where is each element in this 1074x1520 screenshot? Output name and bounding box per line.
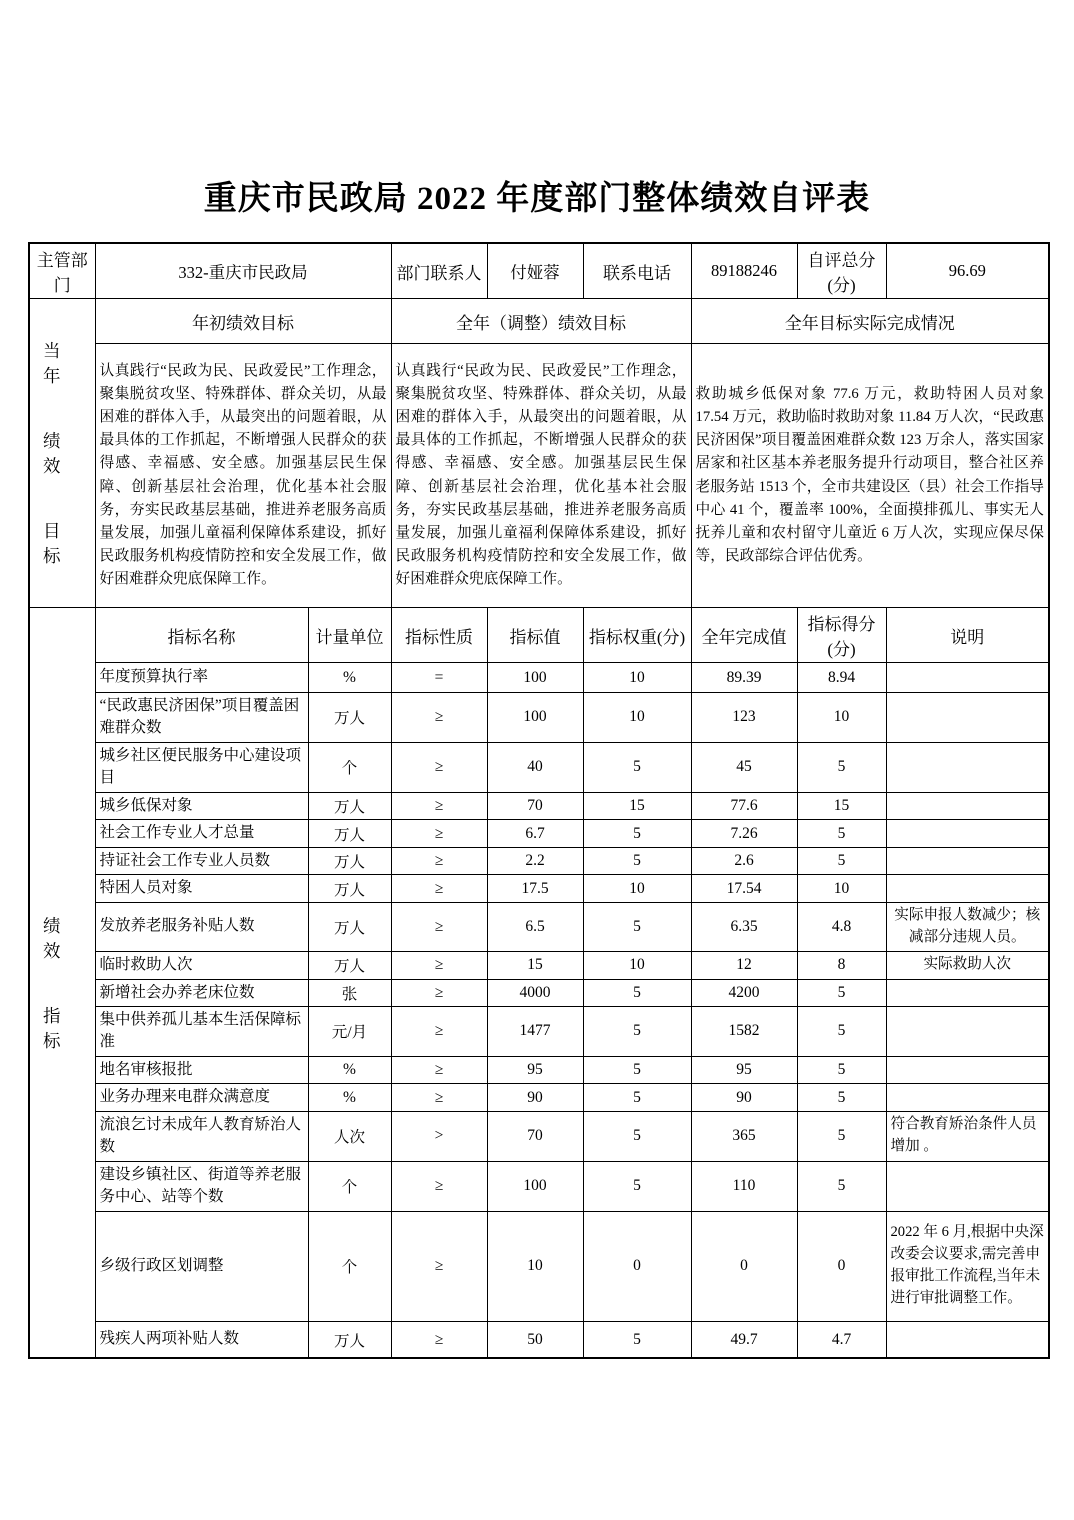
actual-value-cell: 90 — [691, 1084, 797, 1111]
actual-value-cell: 12 — [691, 951, 797, 979]
actual-value-cell: 49.7 — [691, 1321, 797, 1358]
target-value-cell: 70 — [487, 792, 583, 819]
weight-cell: 5 — [583, 820, 691, 847]
score-cell: 5 — [797, 1007, 886, 1057]
weight-cell: 5 — [583, 1161, 691, 1211]
unit-cell: % — [308, 1056, 391, 1083]
goals-header-row — [29, 299, 1049, 344]
indicator-name-cell: 集中供养孤儿基本生活保障标准 — [95, 1007, 308, 1057]
actual-value-cell: 6.35 — [691, 902, 797, 951]
unit-cell: % — [308, 1084, 391, 1111]
note-cell: 符合教育矫治条件人员增加 。 — [886, 1111, 1049, 1161]
unit-cell: 万人 — [308, 792, 391, 819]
unit-cell: 万人 — [308, 951, 391, 979]
weight-cell: 10 — [583, 875, 691, 902]
goals-row-label-text: 当年 绩效 目标 — [43, 341, 70, 566]
goals-col3-header: 全年目标实际完成情况 — [691, 299, 1049, 344]
score-cell: 8.94 — [797, 663, 886, 693]
nature-cell: ≥ — [391, 1211, 487, 1321]
nature-cell: = — [391, 663, 487, 693]
note-cell: 实际申报人数减少；核减部分违规人员。 — [886, 902, 1049, 951]
unit-cell: 万人 — [308, 693, 391, 743]
score-cell: 10 — [797, 875, 886, 902]
actual-value-cell: 110 — [691, 1161, 797, 1211]
note-cell — [886, 1056, 1049, 1083]
indicator-name-cell: 持证社会工作专业人员数 — [95, 847, 308, 874]
table-row — [29, 693, 1049, 743]
note-cell — [886, 693, 1049, 743]
table-row — [29, 902, 1049, 951]
table-row — [29, 1007, 1049, 1057]
score-cell: 5 — [797, 742, 886, 792]
col-header-nature: 指标性质 — [391, 608, 487, 663]
nature-cell: ≥ — [391, 902, 487, 951]
indicator-name-cell: 特困人员对象 — [95, 875, 308, 902]
unit-cell: 元/月 — [308, 1007, 391, 1057]
table-row — [29, 951, 1049, 979]
table-row — [29, 875, 1049, 902]
nature-cell: ≥ — [391, 1321, 487, 1358]
target-value-cell: 100 — [487, 663, 583, 693]
score-cell: 4.8 — [797, 902, 886, 951]
weight-cell: 0 — [583, 1211, 691, 1321]
col-header-unit: 计量单位 — [308, 608, 391, 663]
nature-cell: ≥ — [391, 792, 487, 819]
goals-col1-header: 年初绩效目标 — [95, 299, 391, 344]
unit-cell: 个 — [308, 1211, 391, 1321]
contact-label: 部门联系人 — [391, 243, 487, 299]
table-row — [29, 742, 1049, 792]
col-header-score: 指标得分(分) — [797, 608, 886, 663]
indicator-name-cell: 建设乡镇社区、街道等养老服务中心、站等个数 — [95, 1161, 308, 1211]
indicator-name-cell: 城乡低保对象 — [95, 792, 308, 819]
indicator-name-cell: 新增社会办养老床位数 — [95, 979, 308, 1006]
score-cell: 5 — [797, 979, 886, 1006]
note-cell — [886, 792, 1049, 819]
indicator-name-cell: 临时救助人次 — [95, 951, 308, 979]
unit-cell: 张 — [308, 979, 391, 1006]
target-value-cell: 10 — [487, 1211, 583, 1321]
nature-cell: ≥ — [391, 979, 487, 1006]
target-value-cell: 17.5 — [487, 875, 583, 902]
table-row — [29, 1211, 1049, 1321]
target-value-cell: 40 — [487, 742, 583, 792]
target-value-cell: 100 — [487, 693, 583, 743]
indicator-name-cell: 年度预算执行率 — [95, 663, 308, 693]
note-cell — [886, 820, 1049, 847]
page-title: 重庆市民政局 2022 年度部门整体绩效自评表 — [203, 181, 871, 217]
score-cell: 5 — [797, 1056, 886, 1083]
nature-cell: ≥ — [391, 1084, 487, 1111]
note-cell — [886, 663, 1049, 693]
score-cell: 0 — [797, 1211, 886, 1321]
weight-cell: 5 — [583, 1084, 691, 1111]
col-header-actual: 全年完成值 — [691, 608, 797, 663]
nature-cell: ≥ — [391, 742, 487, 792]
actual-value-cell: 7.26 — [691, 820, 797, 847]
target-value-cell: 6.7 — [487, 820, 583, 847]
weight-cell: 5 — [583, 902, 691, 951]
table-row — [29, 1321, 1049, 1358]
note-cell — [886, 875, 1049, 902]
contact-value: 付娅蓉 — [487, 243, 583, 299]
note-cell: 实际救助人次 — [886, 951, 1049, 979]
score-cell: 4.7 — [797, 1321, 886, 1358]
indicator-name-cell: 残疾人两项补贴人数 — [95, 1321, 308, 1358]
target-value-cell: 15 — [487, 951, 583, 979]
score-cell: 5 — [797, 820, 886, 847]
note-cell — [886, 1161, 1049, 1211]
nature-cell: ≥ — [391, 847, 487, 874]
weight-cell: 5 — [583, 742, 691, 792]
target-value-cell: 6.5 — [487, 902, 583, 951]
indicators-row-label — [29, 608, 95, 1359]
table-row — [29, 1056, 1049, 1083]
col-header-name: 指标名称 — [95, 608, 308, 663]
score-value: 96.69 — [886, 243, 1049, 299]
score-label: 自评总分(分) — [797, 243, 886, 299]
info-row — [29, 243, 1049, 299]
table-row — [29, 1161, 1049, 1211]
score-cell: 5 — [797, 847, 886, 874]
actual-value-cell: 77.6 — [691, 792, 797, 819]
completion-text: 救助城乡低保对象 77.6 万元，救助特困人员对象 17.54 万元，救助临时救助对象 11.84 万人次，“民政惠民济困保”项目覆盖困难群众数 123 万余人，落实国家居家和社区基本养老服务提升行动项目，整合社区养老服务站 1513 个，全市共建设区（县）社会工作指导中心 41 个，覆盖率 100%，全面摸排孤儿、事实无人抚养儿童和农村留守儿童近 6 万人次，实现应保尽保等，民政部综合评估优秀。 — [691, 344, 1049, 608]
initial-goal-text: 认真践行“民政为民、民政爱民”工作理念，聚集脱贫攻坚、特殊群体、群众关切，从最困难的群体入手，从最突出的问题着眼，从最具体的工作抓起，不断增强人民群众的获得感、幸福感、安全感。加强基层民生保障、创新基层社会治理，优化基本社会服务，夯实民政基层基础，推进养老服务高质量发展，加强儿童福利保障体系建设，抓好民政服务机构疫情防控和安全发展工作，做好困难群众兜底保障工作。 — [95, 344, 391, 608]
actual-value-cell: 45 — [691, 742, 797, 792]
actual-value-cell: 17.54 — [691, 875, 797, 902]
score-cell: 15 — [797, 792, 886, 819]
note-cell — [886, 742, 1049, 792]
phone-value: 89188246 — [691, 243, 797, 299]
actual-value-cell: 95 — [691, 1056, 797, 1083]
nature-cell: ≥ — [391, 820, 487, 847]
indicator-name-cell: “民政惠民济困保”项目覆盖困难群众数 — [95, 693, 308, 743]
unit-cell: 万人 — [308, 847, 391, 874]
table-row — [29, 1111, 1049, 1161]
goals-row-label — [29, 299, 95, 608]
unit-cell: 万人 — [308, 875, 391, 902]
note-cell — [886, 979, 1049, 1006]
actual-value-cell: 89.39 — [691, 663, 797, 693]
unit-cell: 万人 — [308, 820, 391, 847]
evaluation-table — [28, 242, 1050, 1359]
nature-cell: ≥ — [391, 1161, 487, 1211]
indicator-name-cell: 业务办理来电群众满意度 — [95, 1084, 308, 1111]
indicator-name-cell: 发放养老服务补贴人数 — [95, 902, 308, 951]
nature-cell: ≥ — [391, 693, 487, 743]
target-value-cell: 4000 — [487, 979, 583, 1006]
nature-cell: ≥ — [391, 1007, 487, 1057]
weight-cell: 5 — [583, 1111, 691, 1161]
actual-value-cell: 1582 — [691, 1007, 797, 1057]
nature-cell: ≥ — [391, 951, 487, 979]
indicator-name-cell: 城乡社区便民服务中心建设项目 — [95, 742, 308, 792]
actual-value-cell: 2.6 — [691, 847, 797, 874]
actual-value-cell: 0 — [691, 1211, 797, 1321]
note-cell — [886, 847, 1049, 874]
target-value-cell: 100 — [487, 1161, 583, 1211]
unit-cell: 万人 — [308, 902, 391, 951]
phone-label: 联系电话 — [583, 243, 691, 299]
nature-cell: > — [391, 1111, 487, 1161]
note-cell — [886, 1007, 1049, 1057]
table-row — [29, 847, 1049, 874]
score-cell: 5 — [797, 1111, 886, 1161]
weight-cell: 5 — [583, 847, 691, 874]
note-cell — [886, 1321, 1049, 1358]
table-row — [29, 792, 1049, 819]
weight-cell: 10 — [583, 693, 691, 743]
target-value-cell: 90 — [487, 1084, 583, 1111]
indicator-name-cell: 流浪乞讨未成年人教育矫治人数 — [95, 1111, 308, 1161]
dept-label: 主管部门 — [29, 243, 95, 299]
target-value-cell: 95 — [487, 1056, 583, 1083]
dept-value: 332-重庆市民政局 — [95, 243, 391, 299]
table-row — [29, 979, 1049, 1006]
indicator-name-cell: 地名审核报批 — [95, 1056, 308, 1083]
actual-value-cell: 4200 — [691, 979, 797, 1006]
indicators-row-label-text: 绩效 指标 — [43, 915, 70, 1051]
score-cell: 8 — [797, 951, 886, 979]
unit-cell: 个 — [308, 742, 391, 792]
weight-cell: 5 — [583, 1321, 691, 1358]
goals-col2-header: 全年（调整）绩效目标 — [391, 299, 691, 344]
indicator-name-cell: 社会工作专业人才总量 — [95, 820, 308, 847]
indicator-header-row — [29, 608, 1049, 663]
target-value-cell: 1477 — [487, 1007, 583, 1057]
weight-cell: 15 — [583, 792, 691, 819]
score-cell: 10 — [797, 693, 886, 743]
note-cell: 2022 年 6 月,根据中央深改委会议要求,需完善申报审批工作流程,当年未进行审批调整工作。 — [886, 1211, 1049, 1321]
score-cell: 5 — [797, 1161, 886, 1211]
unit-cell: 个 — [308, 1161, 391, 1211]
weight-cell: 5 — [583, 1056, 691, 1083]
adjusted-goal-text: 认真践行“民政为民、民政爱民”工作理念，聚集脱贫攻坚、特殊群体、群众关切，从最困难的群体入手，从最突出的问题着眼，从最具体的工作抓起，不断增强人民群众的获得感、幸福感、安全感。加强基层民生保障、创新基层社会治理，优化基本社会服务，夯实民政基层基础，推进养老服务高质量发展，加强儿童福利保障体系建设，抓好民政服务机构疫情防控和安全发展工作，做好困难群众兜底保障工作。 — [391, 344, 691, 608]
weight-cell: 10 — [583, 951, 691, 979]
unit-cell: 人次 — [308, 1111, 391, 1161]
unit-cell: 万人 — [308, 1321, 391, 1358]
target-value-cell: 70 — [487, 1111, 583, 1161]
weight-cell: 5 — [583, 1007, 691, 1057]
col-header-target: 指标值 — [487, 608, 583, 663]
target-value-cell: 50 — [487, 1321, 583, 1358]
nature-cell: ≥ — [391, 875, 487, 902]
score-cell: 5 — [797, 1084, 886, 1111]
weight-cell: 10 — [583, 663, 691, 693]
indicator-name-cell: 乡级行政区划调整 — [95, 1211, 308, 1321]
table-row — [29, 820, 1049, 847]
col-header-weight: 指标权重(分) — [583, 608, 691, 663]
unit-cell: % — [308, 663, 391, 693]
actual-value-cell: 123 — [691, 693, 797, 743]
nature-cell: ≥ — [391, 1056, 487, 1083]
actual-value-cell: 365 — [691, 1111, 797, 1161]
col-header-note: 说明 — [886, 608, 1049, 663]
weight-cell: 5 — [583, 979, 691, 1006]
goals-text-row — [29, 344, 1049, 608]
note-cell — [886, 1084, 1049, 1111]
table-row — [29, 1084, 1049, 1111]
table-row — [29, 663, 1049, 693]
target-value-cell: 2.2 — [487, 847, 583, 874]
